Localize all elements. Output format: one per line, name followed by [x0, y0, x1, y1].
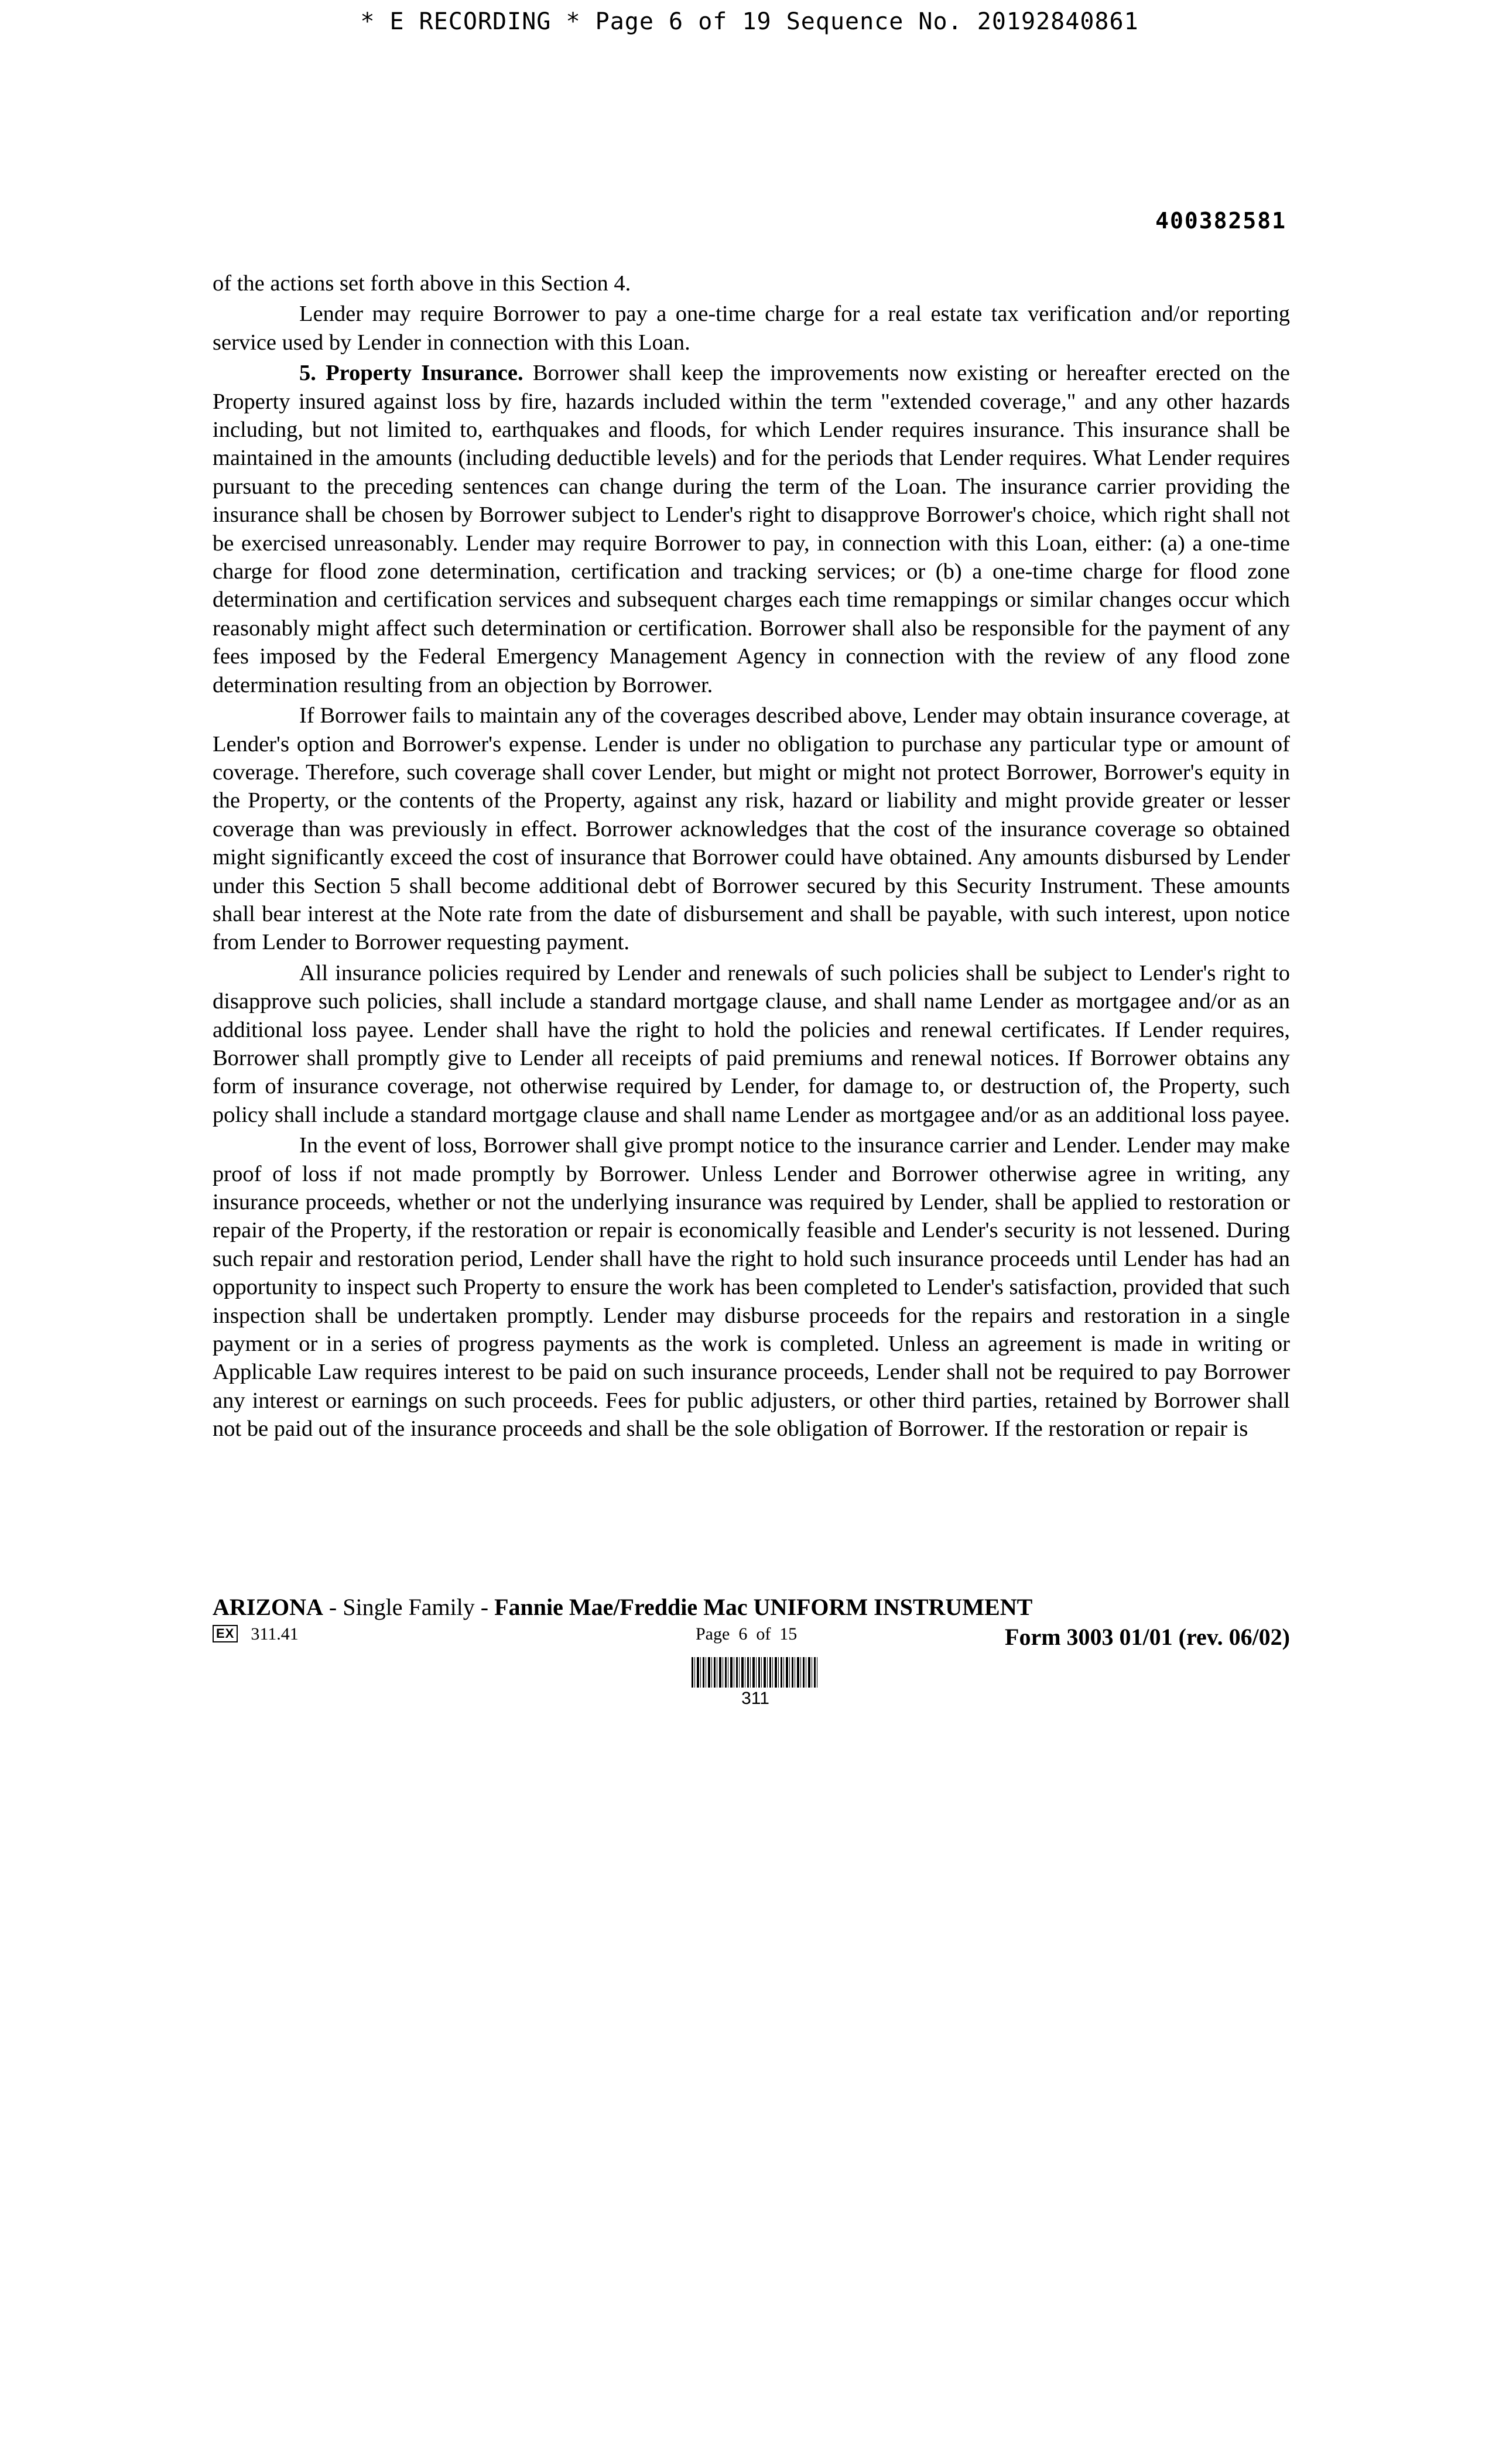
recording-stamp: * E RECORDING * Page 6 of 19 Sequence No. 20192840861 [360, 8, 1139, 35]
form-footer [213, 1593, 1290, 1654]
paragraph-section4-end: of the actions set forth above in this Section 4. [213, 271, 631, 296]
loan-number: 400382581 [1155, 208, 1286, 234]
form-code-number: 311.41 [251, 1624, 299, 1644]
footer-title [213, 1593, 1290, 1622]
document-body [213, 269, 1290, 1446]
section-heading: 5. Property Insurance. [299, 361, 523, 386]
section5-text: Borrower shall keep the improvements now existing or hereafter erected on the Property insured against loss by fire, hazards included within the term "extended coverage," and any other hazards including, but not limited to, earthquakes and floods, for which Lender requires insurance. This insurance shall be maintained in the amounts (including deductible levels) and for the periods that Lender requires. What Lender requires pursuant to the preceding sentences can change during the term of the Loan. The insurance carrier providing the insurance shall be chosen by Borrower subject to Lender's right to disapprove Borrower's choice, which right shall not be exercised unreasonably. Lender may require Borrower to pay, in connection with this Loan, either: (a) a one-time charge for flood zone determination, certification and tracking services; or (b) a one-time charge for flood zone determination and certification services and subsequent charges each time remappings or similar changes occur which reasonably might affect such determination or certification. Borrower shall also be responsible for the payment of any fees imposed by the Federal Emergency Management Agency in connection with the review of any flood zone determination resulting from an objection by Borrower. [213, 361, 1290, 697]
paragraph-loss-event: In the event of loss, Borrower shall give prompt notice to the insurance carrier and Lender. Lender may make proof of loss if not made promptly by Borrower. Unless Lender and Borrower otherwise agree in writing, any insurance proceeds, whether or not the underlying insurance was required by Lender, shall be applied to restoration or repair of the Property, if the restoration or repair is economically feasible and Lender's security is not lessened. During such repair and restoration period, Lender shall have the right to hold such insurance proceeds until Lender has had an opportunity to inspect such Property to ensure the work has been completed to Lender's satisfaction, provided that such inspection shall be undertaken promptly. Lender may disburse proceeds for the repairs and restoration in a single payment or in a series of progress payments as the work is completed. Unless an agreement is made in writing or Applicable Law requires interest to be paid on such insurance proceeds, Lender shall not be required to pay Borrower any interest or earnings on such proceeds. Fees for public adjusters, or other third parties, retained by Borrower shall not be paid out of the insurance proceeds and shall be the sole obligation of Borrower. If the restoration or repair is [213, 1133, 1290, 1442]
paragraph-coverage-failure: If Borrower fails to maintain any of the coverages described above, Lender may obtain insurance coverage, at Lender's option and Borrower's expense. Lender is under no obligation to purchase any particular type or amount of coverage. Therefore, such coverage shall cover Lender, but might or might not protect Borrower, Borrower's equity in the Property, or the contents of the Property, against any risk, hazard or liability and might provide greater or lesser coverage than was previously in effect. Borrower acknowledges that the cost of the insurance coverage so obtained might significantly exceed the cost of insurance that Borrower could have obtained. Any amounts disbursed by Lender under this Section 5 shall become additional debt of Borrower secured by this Security Instrument. These amounts shall bear interest at the Note rate from the date of disbursement and shall be payable, with such interest, upon notice from Lender to Borrower requesting payment. [213, 703, 1290, 955]
footer-row [213, 1623, 1290, 1654]
footer-separator: - Single Family - [323, 1594, 495, 1620]
footer-instrument: Fannie Mae/Freddie Mac UNIFORM INSTRUMENT [494, 1594, 1033, 1620]
paragraph-policies: All insurance policies required by Lender and renewals of such policies shall be subject to Lender's right to disapprove such policies, shall include a standard mortgage clause, and shall name Lender as mortgagee and/or as an additional loss payee. Lender shall have the right to hold the policies and renewal certificates. If Lender requires, Borrower shall promptly give to Lender all receipts of paid premiums and renewal notices. If Borrower obtains any form of insurance coverage, not otherwise required by Lender, for damage to, or destruction of, the Property, such policy shall include a standard mortgage clause and shall name Lender as mortgagee and/or as an additional loss payee. [213, 960, 1290, 1127]
form-code [213, 1624, 299, 1644]
page-indicator: Page 6 of 15 [696, 1624, 798, 1644]
paragraph-tax-verification: Lender may require Borrower to pay a one-time charge for a real estate tax verification and/or reporting service used by Lender in connection with this Loan. [213, 302, 1290, 355]
paragraph-section5-intro [213, 359, 1290, 699]
barcode-icon [692, 1657, 819, 1688]
ex-logo-icon: EX [213, 1625, 238, 1642]
form-number: Form 3003 01/01 (rev. 06/02) [1005, 1624, 1290, 1650]
barcode-number: 311 [741, 1689, 769, 1708]
footer-state: ARIZONA [213, 1594, 323, 1620]
